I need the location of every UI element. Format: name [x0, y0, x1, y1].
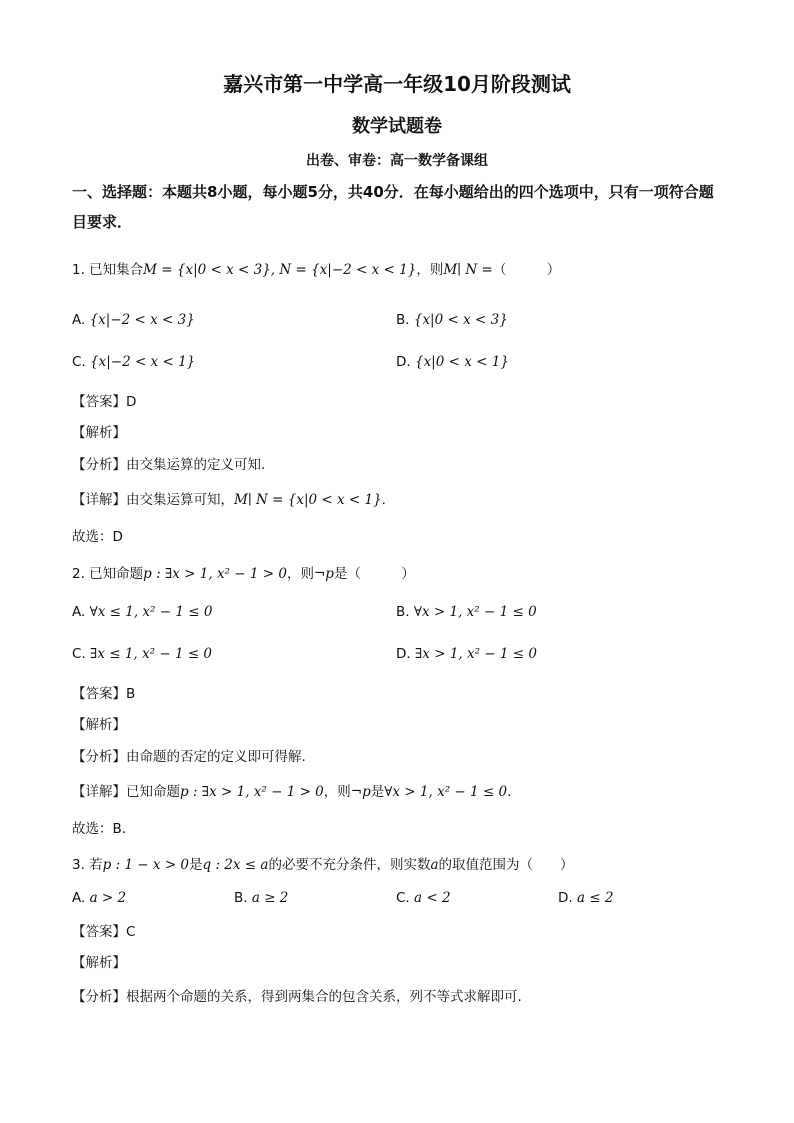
q2-option-a[interactable]	[72, 604, 212, 620]
option-label: D.	[558, 890, 573, 906]
option-text: ∀x ≤ 1, x² − 1 ≤ 0	[89, 604, 213, 620]
option-label: D.	[396, 354, 411, 370]
q1-detail-math: M∣ N = {x|0 < x < 1}	[234, 492, 382, 508]
q1-stem-suffix: ，则	[416, 262, 444, 278]
q1-stem-prefix: 1. 已知集合	[72, 262, 144, 278]
q3-stem-mid2: 的必要不充分条件，则实数	[268, 857, 431, 873]
q2-option-d[interactable]	[396, 646, 537, 662]
section-heading: 一、选择题：本题共8小题，每小题5分，共40分．在每小题给出的四个选项中，只有一项符合题目要求．	[72, 183, 714, 231]
q2-detail-suffix: .	[507, 784, 512, 800]
authors-line: 出卷、审卷：高一数学备课组	[306, 153, 488, 169]
q3-answer: 【答案】C	[72, 924, 136, 940]
option-text: a ≤ 2	[576, 890, 614, 906]
option-text: a > 2	[89, 890, 127, 906]
option-label: C.	[396, 890, 410, 906]
q3-stem-prefix: 3. 若	[72, 857, 103, 873]
q2-analysis-tag: 【解析】	[72, 717, 126, 733]
option-text: {x|−2 < x < 1}	[90, 354, 196, 370]
q3-stem-math3: a	[430, 857, 439, 873]
page-title: 嘉兴市第一中学高一年级10月阶段测试	[223, 72, 571, 96]
q2-detail-math3: ∀x > 1, x² − 1 ≤ 0	[384, 784, 508, 800]
q1-detail-suffix: .	[381, 492, 386, 508]
q3-stem-math: p : 1 − x > 0	[102, 857, 190, 873]
q2-answer: 【答案】B	[72, 686, 136, 702]
q2-detail	[72, 780, 511, 800]
q2-stem-mid: ，则	[286, 566, 314, 582]
q1-answer: 【答案】D	[72, 394, 137, 410]
option-text: ∃x > 1, x² − 1 ≤ 0	[414, 646, 537, 662]
option-label: B.	[396, 312, 410, 328]
q1-stem-math2: M∣ N =	[443, 262, 493, 278]
q1-option-c[interactable]	[72, 354, 195, 370]
q1-option-d[interactable]	[396, 354, 509, 370]
q1-option-a[interactable]	[72, 312, 195, 328]
q3-stem-math2: q : 2x ≤ a	[202, 857, 269, 873]
q3-analysis: 【分析】根据两个命题的关系，得到两集合的包含关系，列不等式求解即可.	[72, 989, 522, 1005]
option-text: {x|0 < x < 3}	[413, 312, 508, 328]
option-text: {x|0 < x < 1}	[414, 354, 509, 370]
q3-option-d[interactable]	[558, 890, 614, 906]
q1-choice: 故选：D	[72, 529, 123, 545]
q1-detail-prefix: 【详解】由交集运算可知，	[72, 492, 234, 508]
option-text: a < 2	[414, 890, 451, 906]
q1-detail	[72, 488, 386, 508]
q3-stem-mid: 是	[189, 857, 203, 873]
option-label: A.	[72, 312, 86, 328]
q3-option-c[interactable]	[396, 890, 451, 906]
option-text: {x|−2 < x < 3}	[89, 312, 195, 328]
q2-analysis: 【分析】由命题的否定的定义即可得解.	[72, 749, 306, 765]
q1-analysis-tag: 【解析】	[72, 425, 126, 441]
q2-detail-math2: ¬p	[350, 784, 371, 800]
option-label: B.	[234, 890, 248, 906]
q2-choice: 故选：B.	[72, 821, 127, 837]
q1-option-b[interactable]	[396, 312, 508, 328]
q3-option-b[interactable]	[234, 890, 288, 906]
page-subtitle: 数学试题卷	[352, 116, 442, 137]
q2-stem	[72, 562, 415, 582]
q2-option-b[interactable]	[396, 604, 537, 620]
q3-analysis-tag: 【解析】	[72, 955, 126, 971]
q3-stem-suffix: 的取值范围为（ ）	[438, 857, 574, 873]
q3-stem	[72, 853, 574, 873]
option-label: D.	[396, 646, 411, 662]
q3-option-a[interactable]	[72, 890, 126, 906]
q2-stem-math2: ¬p	[313, 566, 334, 582]
option-text: ∀x > 1, x² − 1 ≤ 0	[413, 604, 537, 620]
q2-stem-suffix: 是（ ）	[333, 566, 415, 582]
q2-detail-prefix: 【详解】已知命题	[72, 784, 180, 800]
option-label: C.	[72, 646, 86, 662]
q2-detail-mid2: 是	[370, 784, 385, 800]
option-label: C.	[72, 354, 86, 370]
q1-analysis: 【分析】由交集运算的定义可知.	[72, 457, 266, 473]
q2-stem-math: p : ∃x > 1, x² − 1 > 0	[143, 566, 287, 582]
q2-detail-math: p : ∃x > 1, x² − 1 > 0	[180, 784, 324, 800]
q1-stem-math: M = {x|0 < x < 3}, N = {x|−2 < x < 1}	[143, 262, 417, 278]
q1-stem-blank: （ ）	[492, 262, 561, 278]
q2-stem-prefix: 2. 已知命题	[72, 566, 144, 582]
option-label: A.	[72, 890, 86, 906]
option-text: ∃x ≤ 1, x² − 1 ≤ 0	[90, 646, 213, 662]
q1-stem	[72, 258, 560, 278]
option-label: A.	[72, 604, 86, 620]
q2-option-c[interactable]	[72, 646, 212, 662]
q2-detail-mid: ，则	[323, 784, 351, 800]
option-label: B.	[396, 604, 410, 620]
option-text: a ≥ 2	[251, 890, 289, 906]
